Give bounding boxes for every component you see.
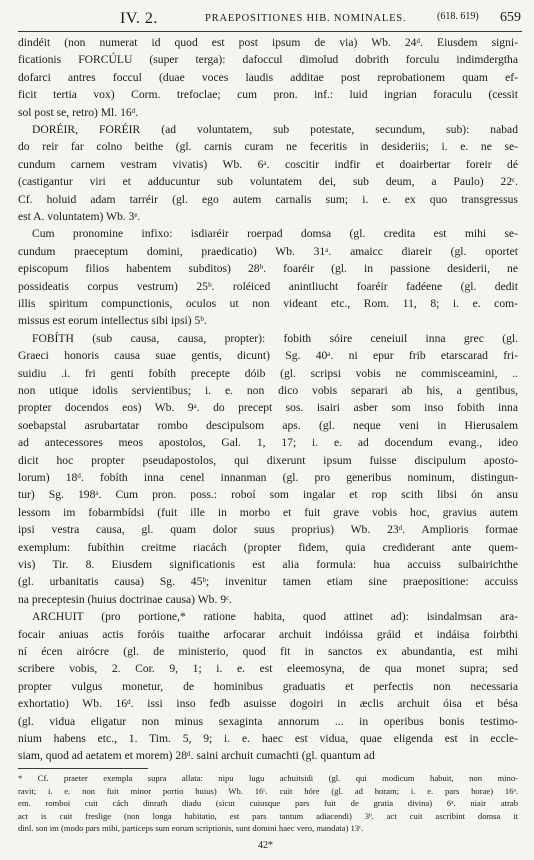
text-line: (gl. vidua eligatur non minus sexaginta annorum ... in operibus bonis testimo- — [18, 714, 518, 728]
text-line: Cum pronomine infixo: isdiaréir roerpad domsa (gl. credita est mihi se- — [32, 227, 518, 241]
text-line: illis spiritum compunctionis, oculos ut non videant etc., Rom. 11, 8; i. e. com- — [18, 297, 518, 310]
text-line: dofarci antres foccul (duae voces laudis additae post reprobationem quam ef- — [18, 70, 518, 84]
text-line: do reir far colno beithe (gl. carnis curam ne feceritis in desideriis; i. e. ne se- — [18, 140, 518, 154]
text-line: exhortatio) Wb. 16ᵈ. issi inso fedb asuisse dogoiri in æclis archuit óisa et bésa — [18, 697, 518, 711]
section-number: IV. 2. — [120, 10, 158, 27]
text-line: siam, quod ad aetatem et morem) 28ᵈ. saini archuit cumachti (gl. quantum ad — [18, 749, 375, 763]
text-line: dindéit (non numerat id quod est post ipsum de via) Wb. 24ᵈ. Eiusdem signi- — [18, 36, 518, 49]
text-line: ficit tertia vox) Corm. trefoclae; cum pron. inf.: luid ingrian foraculu (cessit — [18, 88, 518, 102]
text-line: dicit hoc propter pseudapostolos, qui dixerunt ipsum fuisse discipulum aposto- — [18, 453, 518, 467]
text-line: possideatis corpus vestrum) 25ᵇ. roléiced anintliucht foaréir fadéene (gl. dedit — [18, 279, 518, 293]
page-number: 659 — [500, 10, 521, 25]
text-line: exemplum: fubíthin creitme riacách (propter fidem, quia crediderant ante quem- — [18, 540, 518, 554]
text-line: Cf. holuid adam tarréir (gl. ego autem carnalis sum; i. e. ex quo transgressus — [18, 192, 518, 206]
text-line: na preceptesin (huius doctrinae causa) Wb. 9ᶜ. — [18, 592, 232, 606]
text-line: ipsi vestra causa, gl. quam dolor suus proprius) Wb. 23ᵈ. Amplioris formae — [18, 523, 518, 537]
text-line: cundum carnem vestram vivatis) Wb. 6ᵃ. coscitir indfir et doairbertar foreir dé — [18, 157, 518, 171]
text-line: (gl. urbanitatis causa) Sg. 45ᵇ; invenitur tamen etiam sine praepositione: accuiss — [18, 575, 518, 589]
text-line: episcopum filios habentem subditos) 28ᵇ. foaréir (gl. in passione desiderii, ne — [18, 262, 518, 276]
text-line: ficationis FORCÚLU (super terga): dafoccul dimolud dobrith forculu indimdergtha — [18, 53, 518, 67]
footnote-line: em. romboi cuit cách dinrath diadu (sicut cuiusque pars fuit de gratia divina) 6ᵃ. niair atrab — [18, 798, 518, 809]
text-line: lorum) 18ᵈ. fobíth inna cenel innanman (gl. pro generibus nominum, distingun- — [18, 471, 518, 484]
running-header — [0, 8, 534, 30]
text-line: ad antecessores meos apostolos, Gal. 1, 17; i. e. ad docendum evang., ideo — [18, 436, 518, 450]
footnote-line: dinl. son im (modo pars mihi, particeps sum eorum scriptionis, sunt domini haec vero, mandata) 13ᶜ. — [18, 823, 364, 834]
text-line: ARCHUIT (pro portione,* ratione habita, quod attinet ad): isindalmsan ara- — [32, 610, 518, 624]
text-line: FOBÍTH (sub causa, causa, propter): fobith sóire ceneiuil inna grec (gl. — [32, 331, 518, 345]
text-line: non utique idolis servientibus; i. e. non dico vobis separari ab his, a gentibus, — [18, 384, 518, 397]
header-rule — [18, 31, 522, 32]
text-line: propter docendos eos) Wb. 9ᵃ. do precept sos. isairi asber som inso fobith inna — [18, 401, 518, 415]
text-line: ní écen airócre (gl. de ministerio, quod fit in sanctos ex abundantia, est mihi — [18, 645, 518, 658]
text-line: Graeci honoris causa suae gentis, dicunt) Sg. 40ᵃ. ni epur frib etarscarad fri- — [18, 349, 518, 363]
footnote-rule — [18, 768, 148, 769]
signature-mark: 42* — [258, 840, 273, 851]
text-line: propter vulgus monetur, de hominibus graduatis et perfectis non necessaria — [18, 679, 518, 693]
text-line: focair aniuas actis foróis tuaithe arfocarar archuit indóissa gráid et indáisa foirbthi — [18, 627, 518, 641]
text-line: sol post se, retro) Ml. 16ᵈ. — [18, 105, 139, 119]
footnote-line: ravit; i. e. non fuit minor portio huius) Wb. 16ᶜ. cuit hóre (gl. ad horam; i. e. pars horae) 16ᵃ. — [18, 785, 518, 796]
text-line: tur) Sg. 198ᵃ. Cum pron. poss.: roboí som ingalar et rop scith libsi ón ansu — [18, 488, 518, 502]
text-line: vis) Tir. 8. Eiusdem significationis est alia formula: hua accuiss sulbairichthe — [18, 558, 518, 571]
running-title: PRAEPOSITIONES HIB. NOMINALES. — [205, 13, 407, 24]
text-line: nium habens etc., 1. Tim. 5, 9; i. e. haec est vidua, quae eligenda est in eccle- — [18, 732, 518, 745]
text-line: soebapstal asrubartatar rombo descipulsom aps. (gl. neque veni in Hierusalem — [18, 418, 518, 432]
text-line: est A. voluntatem) Wb. 3ᵉ. — [18, 210, 141, 223]
text-line: (castigantur viri et adducuntur sub voluntatem dei, sub deum, a Paulo) 22ᶜ. — [18, 175, 518, 189]
footnote-line: act is cuit freslige (non longa habitatio, est pars tantum adiacendi) 3ᵇ. act cuit ascribint domsa it — [18, 810, 518, 821]
text-line: scribere vobis, 2. Cor. 9, 1; i. e. est eleemosyna, de qua monet supra; sed — [18, 662, 518, 676]
text-line: missus est eorum intellectus sibi ipsi) 5ᵇ. — [18, 314, 207, 328]
text-line: lessom im fobarmbídsi (fuit ille in morbo et fuit grave vobis hoc, gravius autem — [18, 505, 518, 519]
text-line: suidiu .i. fri genti fobíth precepte dóib (gl. scripsi vobis ne commisceamini, .. — [18, 366, 518, 380]
text-line: cundum praeceptum domini, praedicatio) Wb. 31ᵃ. amaicc diareir (gl. oportet — [18, 244, 518, 258]
paragraph-reference: (618. 619) — [437, 11, 479, 22]
footnote-line: * Cf. praeter exempla supra allata: nipu lugu achuitsidi (gl. qui modicum habuit, non mino- — [18, 773, 518, 783]
text-line: DORÉIR, FORÉIR (ad voluntatem, sub potestate, secundum, sub): nabad — [32, 123, 518, 136]
